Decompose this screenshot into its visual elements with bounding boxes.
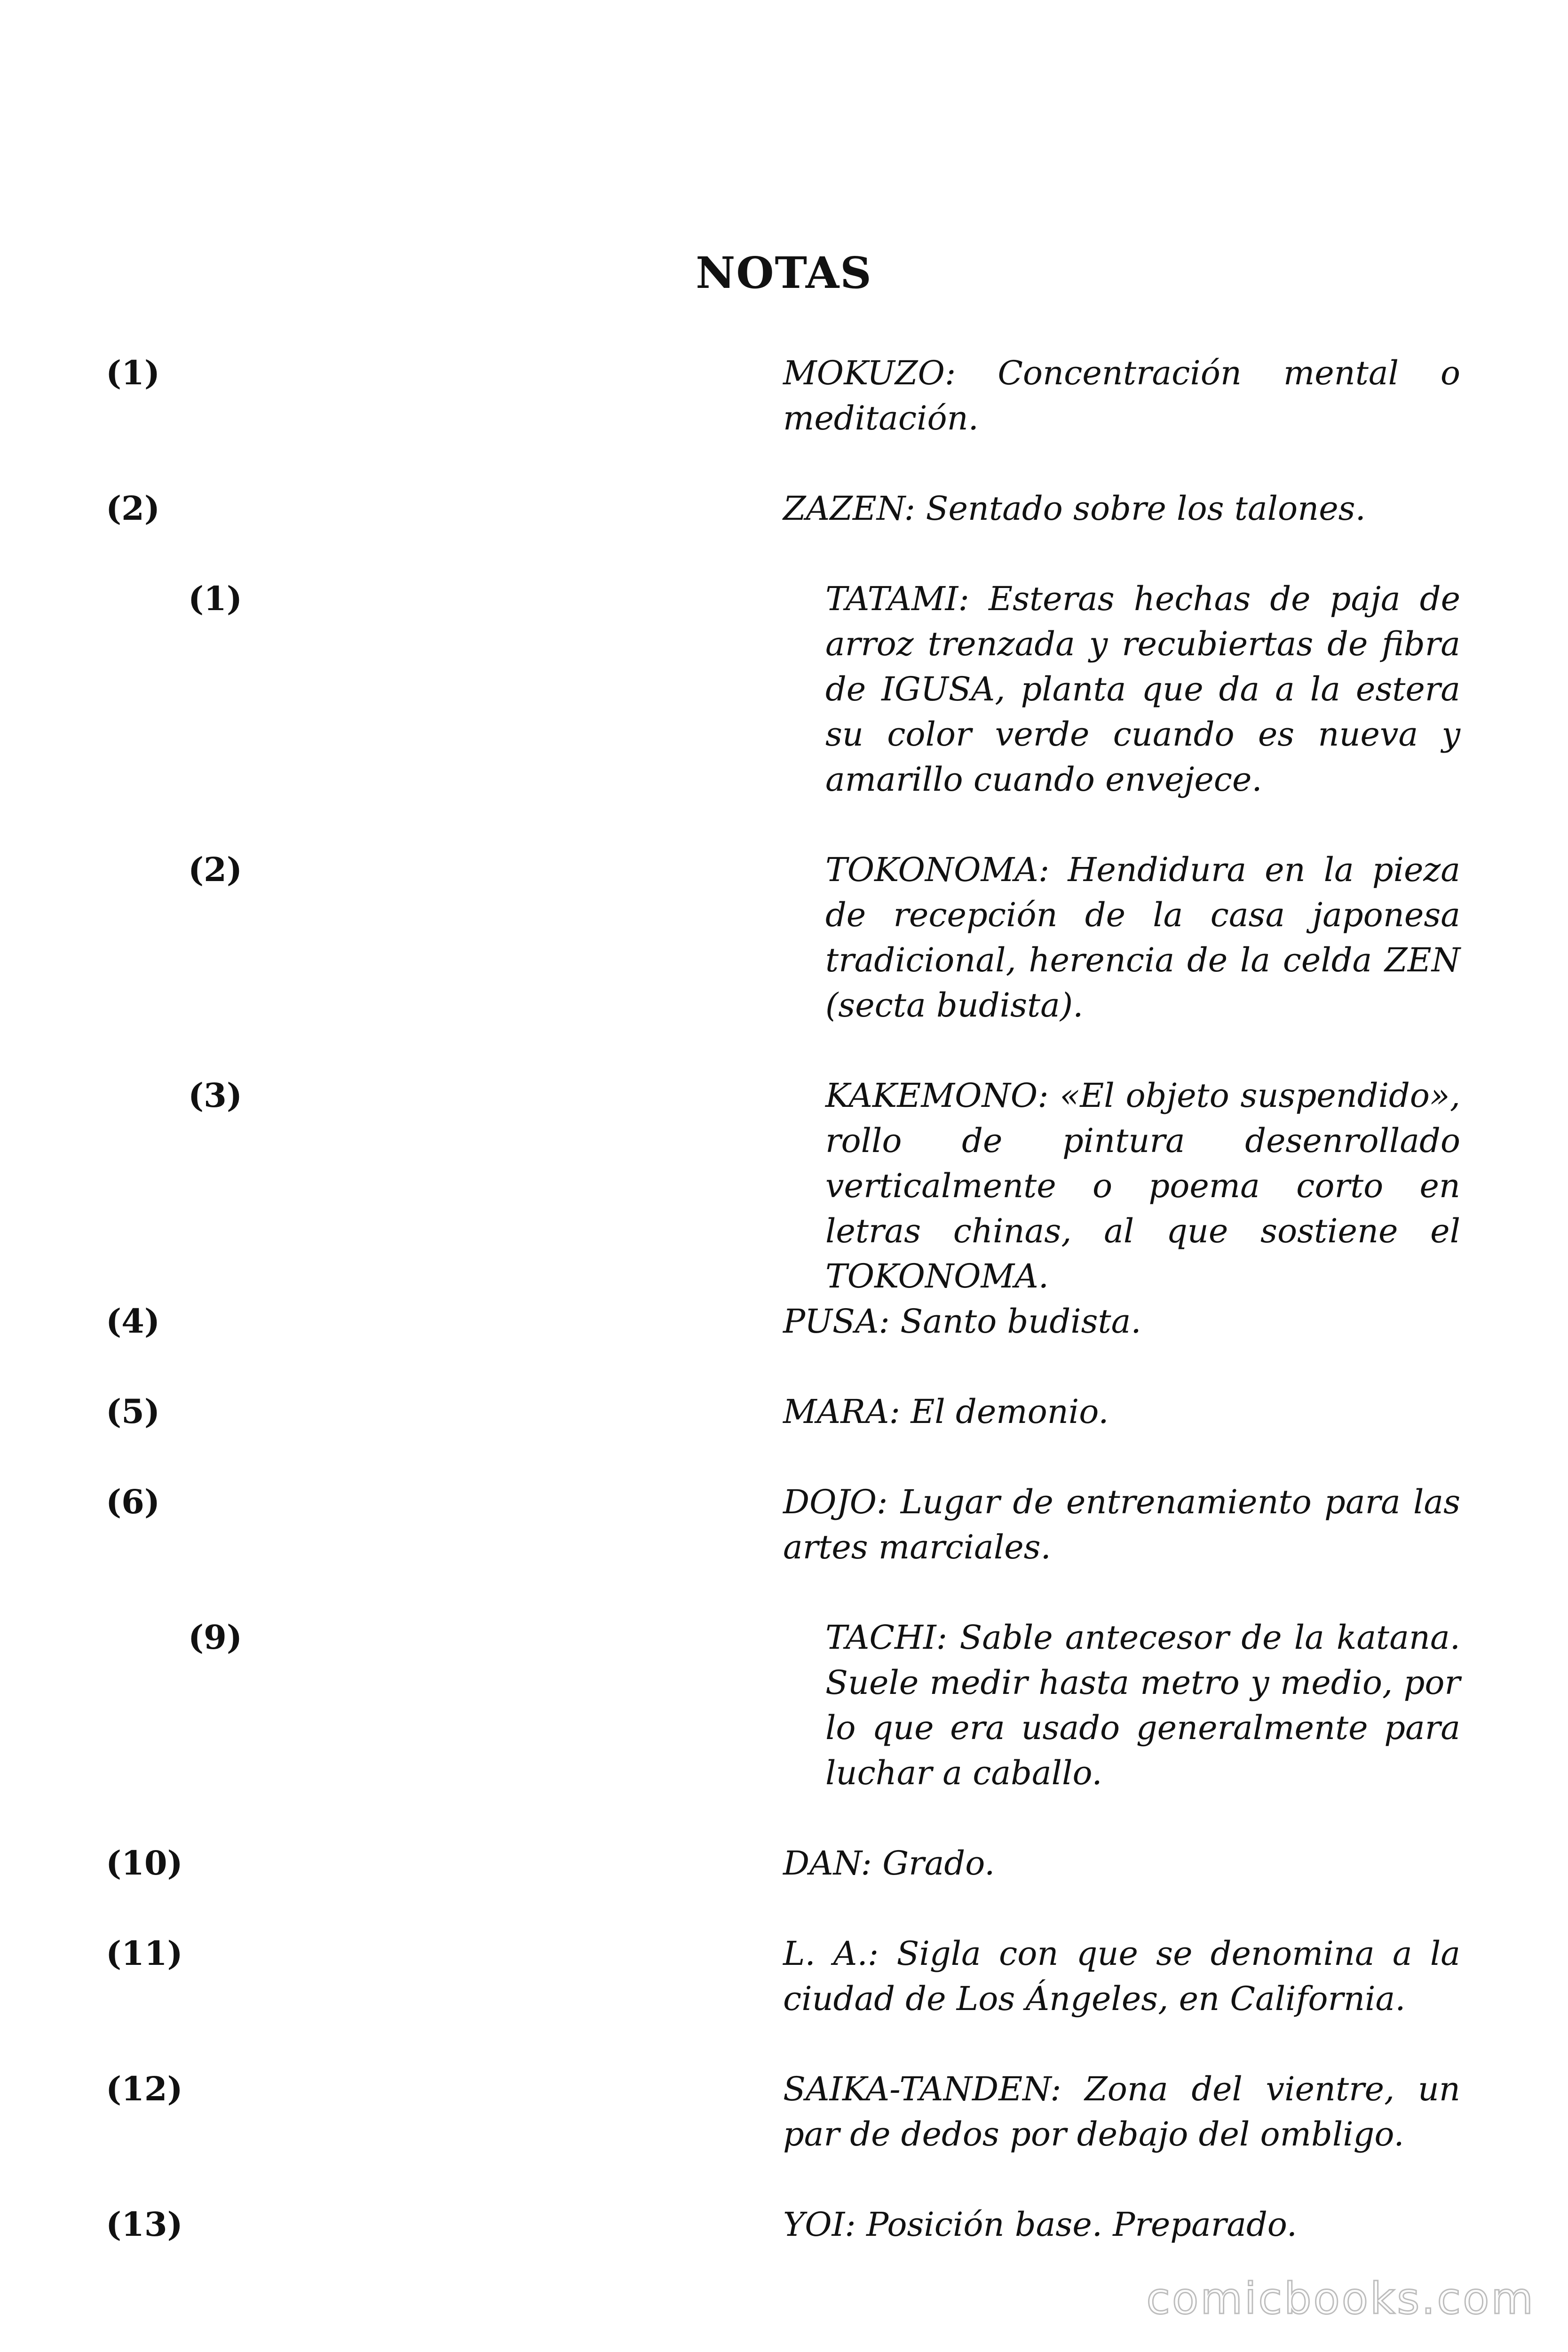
note-number: (11) bbox=[106, 1934, 183, 1973]
note-text: TACHI: Sable antecesor de la katana. Suele medir hasta metro y medio, por lo que era usado generalmente para luchar a caballo. bbox=[825, 1618, 1460, 1792]
note-number: (13) bbox=[106, 2205, 183, 2244]
note-text: TOKONOMA: Hendidura en la pieza de recepción de la casa japonesa tradicional, herencia de la celda ZEN (secta budista). bbox=[825, 850, 1460, 1025]
note-text: MOKUZO: Concentración mental o meditación. bbox=[783, 354, 1460, 437]
note-text: TATAMI: Esteras hechas de paja de arroz trenzada y recubiertas de fibra de IGUSA, planta que da a la estera su color verde cuando es nueva y amarillo cuando envejece. bbox=[825, 580, 1460, 799]
watermark: comicbooks.com bbox=[1146, 2273, 1535, 2324]
note-text: DOJO: Lugar de entrenamiento para las artes marciales. bbox=[783, 1483, 1460, 1566]
note-text: KAKEMONO: «El objeto suspendido», rollo de pintura desenrollado verticalmente o poema corto en letras chinas, al que sostiene el TOKONOMA. bbox=[825, 1076, 1460, 1295]
note-number: (10) bbox=[106, 1843, 183, 1883]
note-text: SAIKA-TANDEN: Zona del vientre, un par de dedos por debajo del ombligo. bbox=[783, 2070, 1460, 2153]
note-number: (2) bbox=[188, 850, 242, 889]
note-text: ZAZEN: Sentado sobre los talones. bbox=[783, 489, 1366, 528]
note-number: (9) bbox=[188, 1618, 242, 1657]
note-text: L. A.: Sigla con que se denomina a la ciudad de Los Ángeles, en California. bbox=[783, 1934, 1460, 2018]
note-number: (12) bbox=[106, 2069, 183, 2108]
note-text: DAN: Grado. bbox=[783, 1844, 995, 1883]
note-number: (2) bbox=[106, 489, 160, 528]
note-number: (4) bbox=[106, 1302, 160, 1341]
note-number: (6) bbox=[106, 1482, 160, 1521]
note-number: (1) bbox=[106, 353, 160, 392]
note-text: PUSA: Santo budista. bbox=[783, 1302, 1141, 1341]
note-number: (3) bbox=[188, 1076, 242, 1115]
note-text: MARA: El demonio. bbox=[783, 1392, 1109, 1431]
note-number: (5) bbox=[106, 1392, 160, 1431]
page-title: NOTAS bbox=[696, 247, 872, 298]
note-number: (1) bbox=[188, 579, 242, 618]
note-text: YOI: Posición base. Preparado. bbox=[783, 2205, 1297, 2244]
